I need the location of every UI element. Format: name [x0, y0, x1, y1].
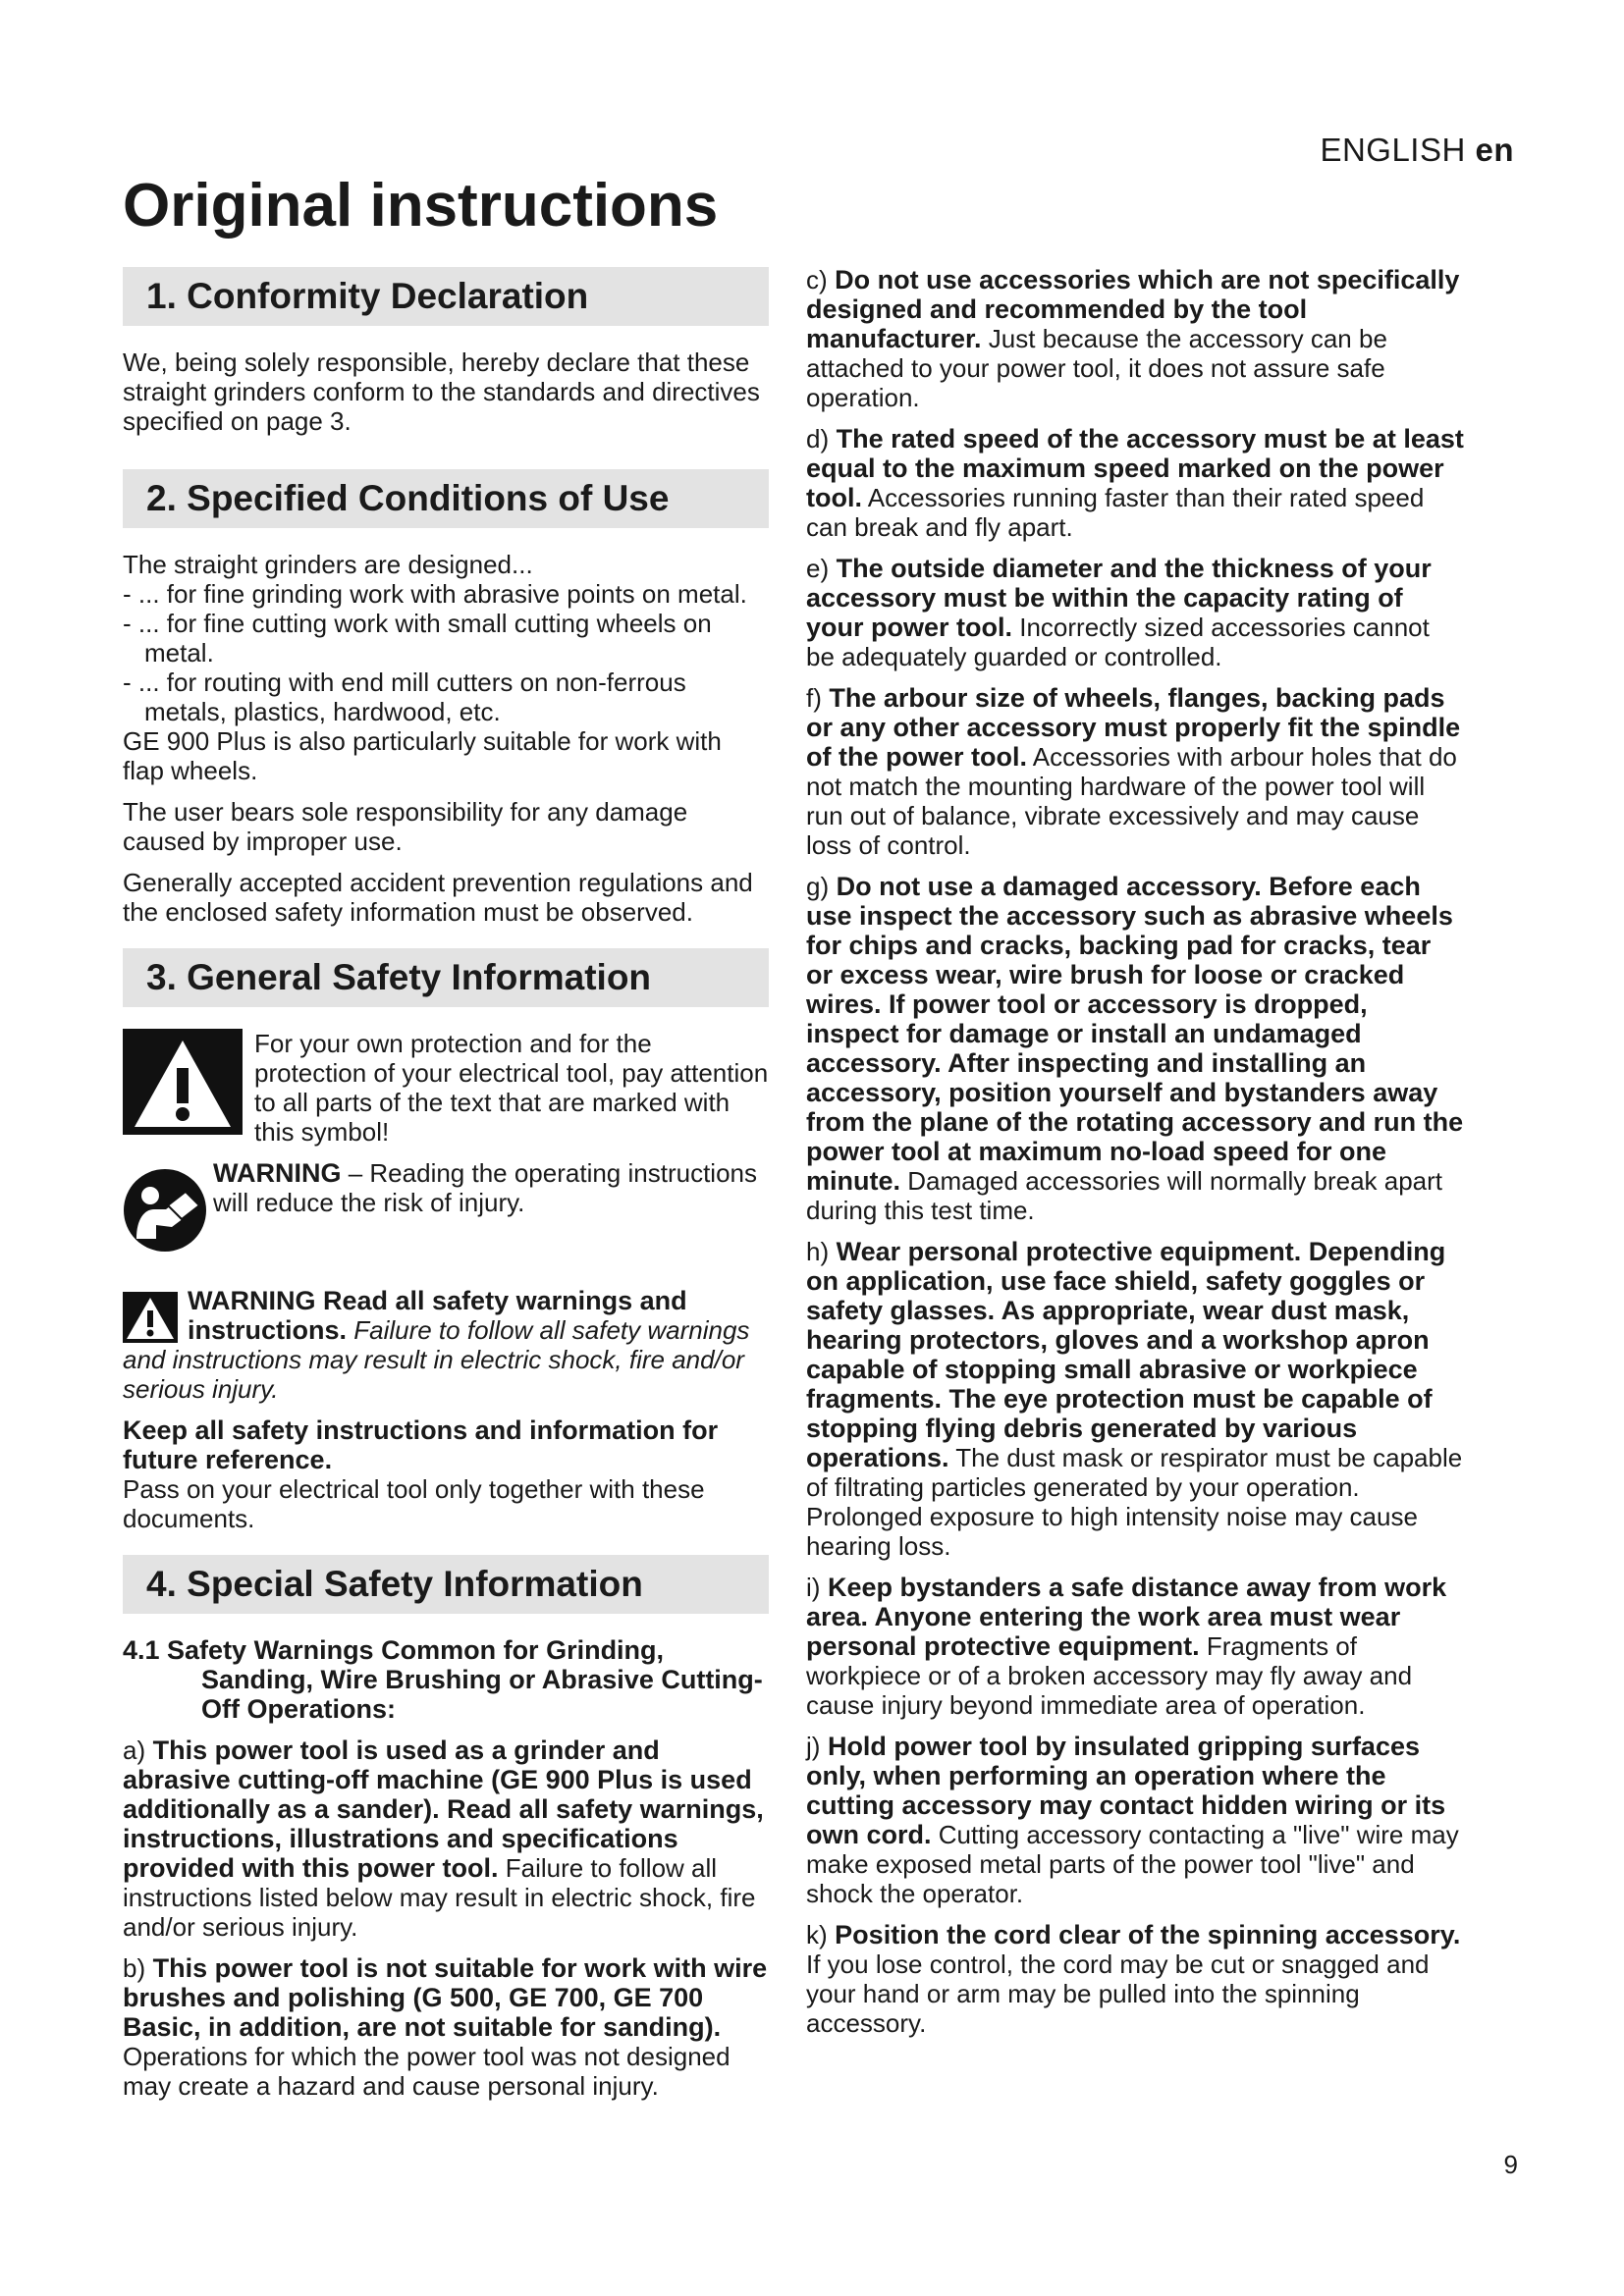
section-heading-conformity: 1. Conformity Declaration	[123, 267, 769, 326]
item-g	[806, 872, 1464, 1225]
item-bold: Position the cord clear of the spinning accessory.	[827, 1920, 1461, 1949]
warning-triangle-icon	[123, 1029, 243, 1135]
read-manual-warning	[123, 1158, 769, 1253]
item-a-label: a)	[123, 1735, 146, 1765]
item-bold: Do not use a damaged accessory. Before each use inspect the accessory such as abrasive wheels for chips and cracks, backing pad for cracks, tear or excess wear, wire brush for loose or cracked wires. If power tool or accessory is dropped, inspect for damage or install an undamaged accessory. After inspecting and installing an accessory, position yourself and bystanders away from the plane of the rotating accessory and run the power tool at maximum no-load speed for one minute.	[806, 872, 1464, 1196]
item-b	[123, 1953, 769, 2101]
conditions-item: - ... for routing with end mill cutters on non-ferrous metals, plastics, hardwood, etc.	[123, 667, 686, 726]
item-label: i)	[806, 1573, 821, 1602]
safety-warning-italic: Failure to follow all safety warnings and instructions may result in electric shock, fire and/or serious injury.	[123, 1315, 750, 1404]
pass-on-text: Pass on your electrical tool only together with these documents.	[123, 1474, 705, 1533]
item-text: Accessories with arbour holes that do not match the mounting hardware of the power tool will run out of balance, vibrate excessively and may cause loss of control.	[806, 742, 1457, 860]
item-bold: Wear personal protective equipment. Depending on application, use face shield, safety goggles or safety glasses. As appropriate, wear dust mask, hearing protectors, gloves and a workshop apron capable of stopping small abrasive or workpiece fragments. The eye protection must be capable of stopping flying debris generated by various operations.	[806, 1237, 1446, 1472]
page-number: 9	[1503, 2150, 1518, 2179]
read-manual-icon	[123, 1168, 207, 1253]
item-bold: The arbour size of wheels, flanges, backing pads or any other accessory must properly fit the spindle of the power tool.	[806, 683, 1461, 772]
item-text: Fragments of workpiece or of a broken accessory may fly away and cause injury beyond immediate area of operation.	[806, 1631, 1413, 1720]
conditions-item: - ... for fine cutting work with small cutting wheels on metal.	[123, 609, 712, 667]
page-title: Original instructions	[123, 172, 719, 240]
item-bold: Hold power tool by insulated gripping surfaces only, when performing an operation where the cutting accessory may contact hidden wiring or its own cord.	[806, 1732, 1446, 1849]
read-manual-text	[213, 1158, 769, 1217]
item-k	[806, 1920, 1464, 2038]
item-label: h)	[806, 1237, 830, 1266]
section-heading-general-safety: 3. General Safety Information	[123, 948, 769, 1007]
left-column	[123, 267, 769, 2101]
item-a-text: Failure to follow all instructions listed below may result in electric shock, fire and/or serious injury.	[123, 1853, 756, 1942]
warning-text: – Reading the operating instructions will reduce the risk of injury.	[213, 1158, 757, 1217]
item-b-text: Operations for which the power tool was not designed may create a hazard and cause personal injury.	[123, 2042, 731, 2101]
item-e	[806, 554, 1464, 671]
language-header	[1320, 132, 1514, 169]
warning-triangle-small-icon	[123, 1292, 178, 1343]
item-label: c)	[806, 265, 828, 294]
safety-warning-bold: WARNING Read all safety warnings and instructions.	[188, 1286, 687, 1345]
item-text: Just because the accessory can be attached to your power tool, it does not assure safe operation.	[806, 324, 1387, 412]
subsection-4-1-heading: 4.1 Safety Warnings Common for Grinding, Sanding, Wire Brushing or Abrasive Cutting-Off Operations:	[123, 1635, 763, 1724]
item-label: f)	[806, 683, 822, 713]
language-label: ENGLISH	[1320, 132, 1466, 168]
item-i	[806, 1573, 1464, 1720]
item-text: The dust mask or respirator must be capable of filtrating particles generated by your operation. Prolonged exposure to high intensity noise may cause hearing loss.	[806, 1443, 1463, 1561]
item-text: Incorrectly sized accessories cannot be adequately guarded or controlled.	[806, 613, 1430, 671]
right-column	[806, 265, 1464, 2038]
item-j	[806, 1732, 1464, 1908]
item-h	[806, 1237, 1464, 1561]
conditions-item: - ... for fine grinding work with abrasive points on metal.	[123, 579, 747, 609]
safety-warning-block	[123, 1286, 769, 1404]
item-text: If you lose control, the cord may be cut or snagged and your hand or arm may be pulled into the spinning accessory.	[806, 1949, 1430, 2038]
item-a	[123, 1735, 769, 1942]
item-bold: Do not use accessories which are not specifically designed and recommended by the tool manufacturer.	[806, 265, 1460, 353]
conditions-responsibility: The user bears sole responsibility for any damage caused by improper use.	[123, 797, 688, 856]
item-bold: The rated speed of the accessory must be at least equal to the maximum speed marked on the power tool.	[806, 424, 1464, 512]
language-code: en	[1475, 132, 1514, 168]
item-b-bold: This power tool is not suitable for work with wire brushes and polishing (G 500, GE 700, GE 700 Basic, in addition, are not suitable for sanding).	[123, 1953, 768, 2042]
item-b-label: b)	[123, 1953, 146, 1983]
item-a-bold: This power tool is used as a grinder and abrasive cutting-off machine (GE 900 Plus is used additionally as a sander). Read all safety warnings, instructions, illustrations and specifications provided with this power tool.	[123, 1735, 764, 1883]
conditions-intro: The straight grinders are designed...	[123, 550, 533, 579]
section-heading-conditions: 2. Specified Conditions of Use	[123, 469, 769, 528]
section-heading-special-safety: 4. Special Safety Information	[123, 1555, 769, 1614]
warning-label: WARNING	[213, 1158, 342, 1188]
item-label: j)	[806, 1732, 821, 1761]
keep-instructions: Keep all safety instructions and information for future reference.	[123, 1415, 719, 1474]
conditions-flap-wheels: GE 900 Plus is also particularly suitable for work with flap wheels.	[123, 726, 722, 785]
item-text: Damaged accessories will normally break apart during this test time.	[806, 1166, 1443, 1225]
item-label: e)	[806, 554, 830, 583]
symbol-notice	[123, 1029, 769, 1147]
conformity-text: We, being solely responsible, hereby declare that these straight grinders conform to the standards and directives specified on page 3.	[123, 347, 760, 436]
item-c	[806, 265, 1464, 412]
item-d	[806, 424, 1464, 542]
item-label: k)	[806, 1920, 828, 1949]
item-bold: Keep bystanders a safe distance away from work area. Anyone entering the work area must wear personal protective equipment.	[806, 1573, 1447, 1661]
item-text: Accessories running faster than their rated speed can break and fly apart.	[806, 483, 1425, 542]
symbol-notice-text: For your own protection and for the protection of your electrical tool, pay attention to all parts of the text that are marked with this symbol!	[254, 1029, 769, 1147]
conditions-regulations: Generally accepted accident prevention regulations and the enclosed safety information must be observed.	[123, 868, 753, 927]
safety-warning-text	[123, 1286, 769, 1404]
item-f	[806, 683, 1464, 860]
item-label: d)	[806, 424, 830, 454]
item-text: Cutting accessory contacting a "live" wire may make exposed metal parts of the power tool "live" and shock the operator.	[806, 1820, 1459, 1908]
item-bold: The outside diameter and the thickness of your accessory must be within the capacity rating of your power tool.	[806, 554, 1432, 642]
item-label: g)	[806, 872, 830, 901]
